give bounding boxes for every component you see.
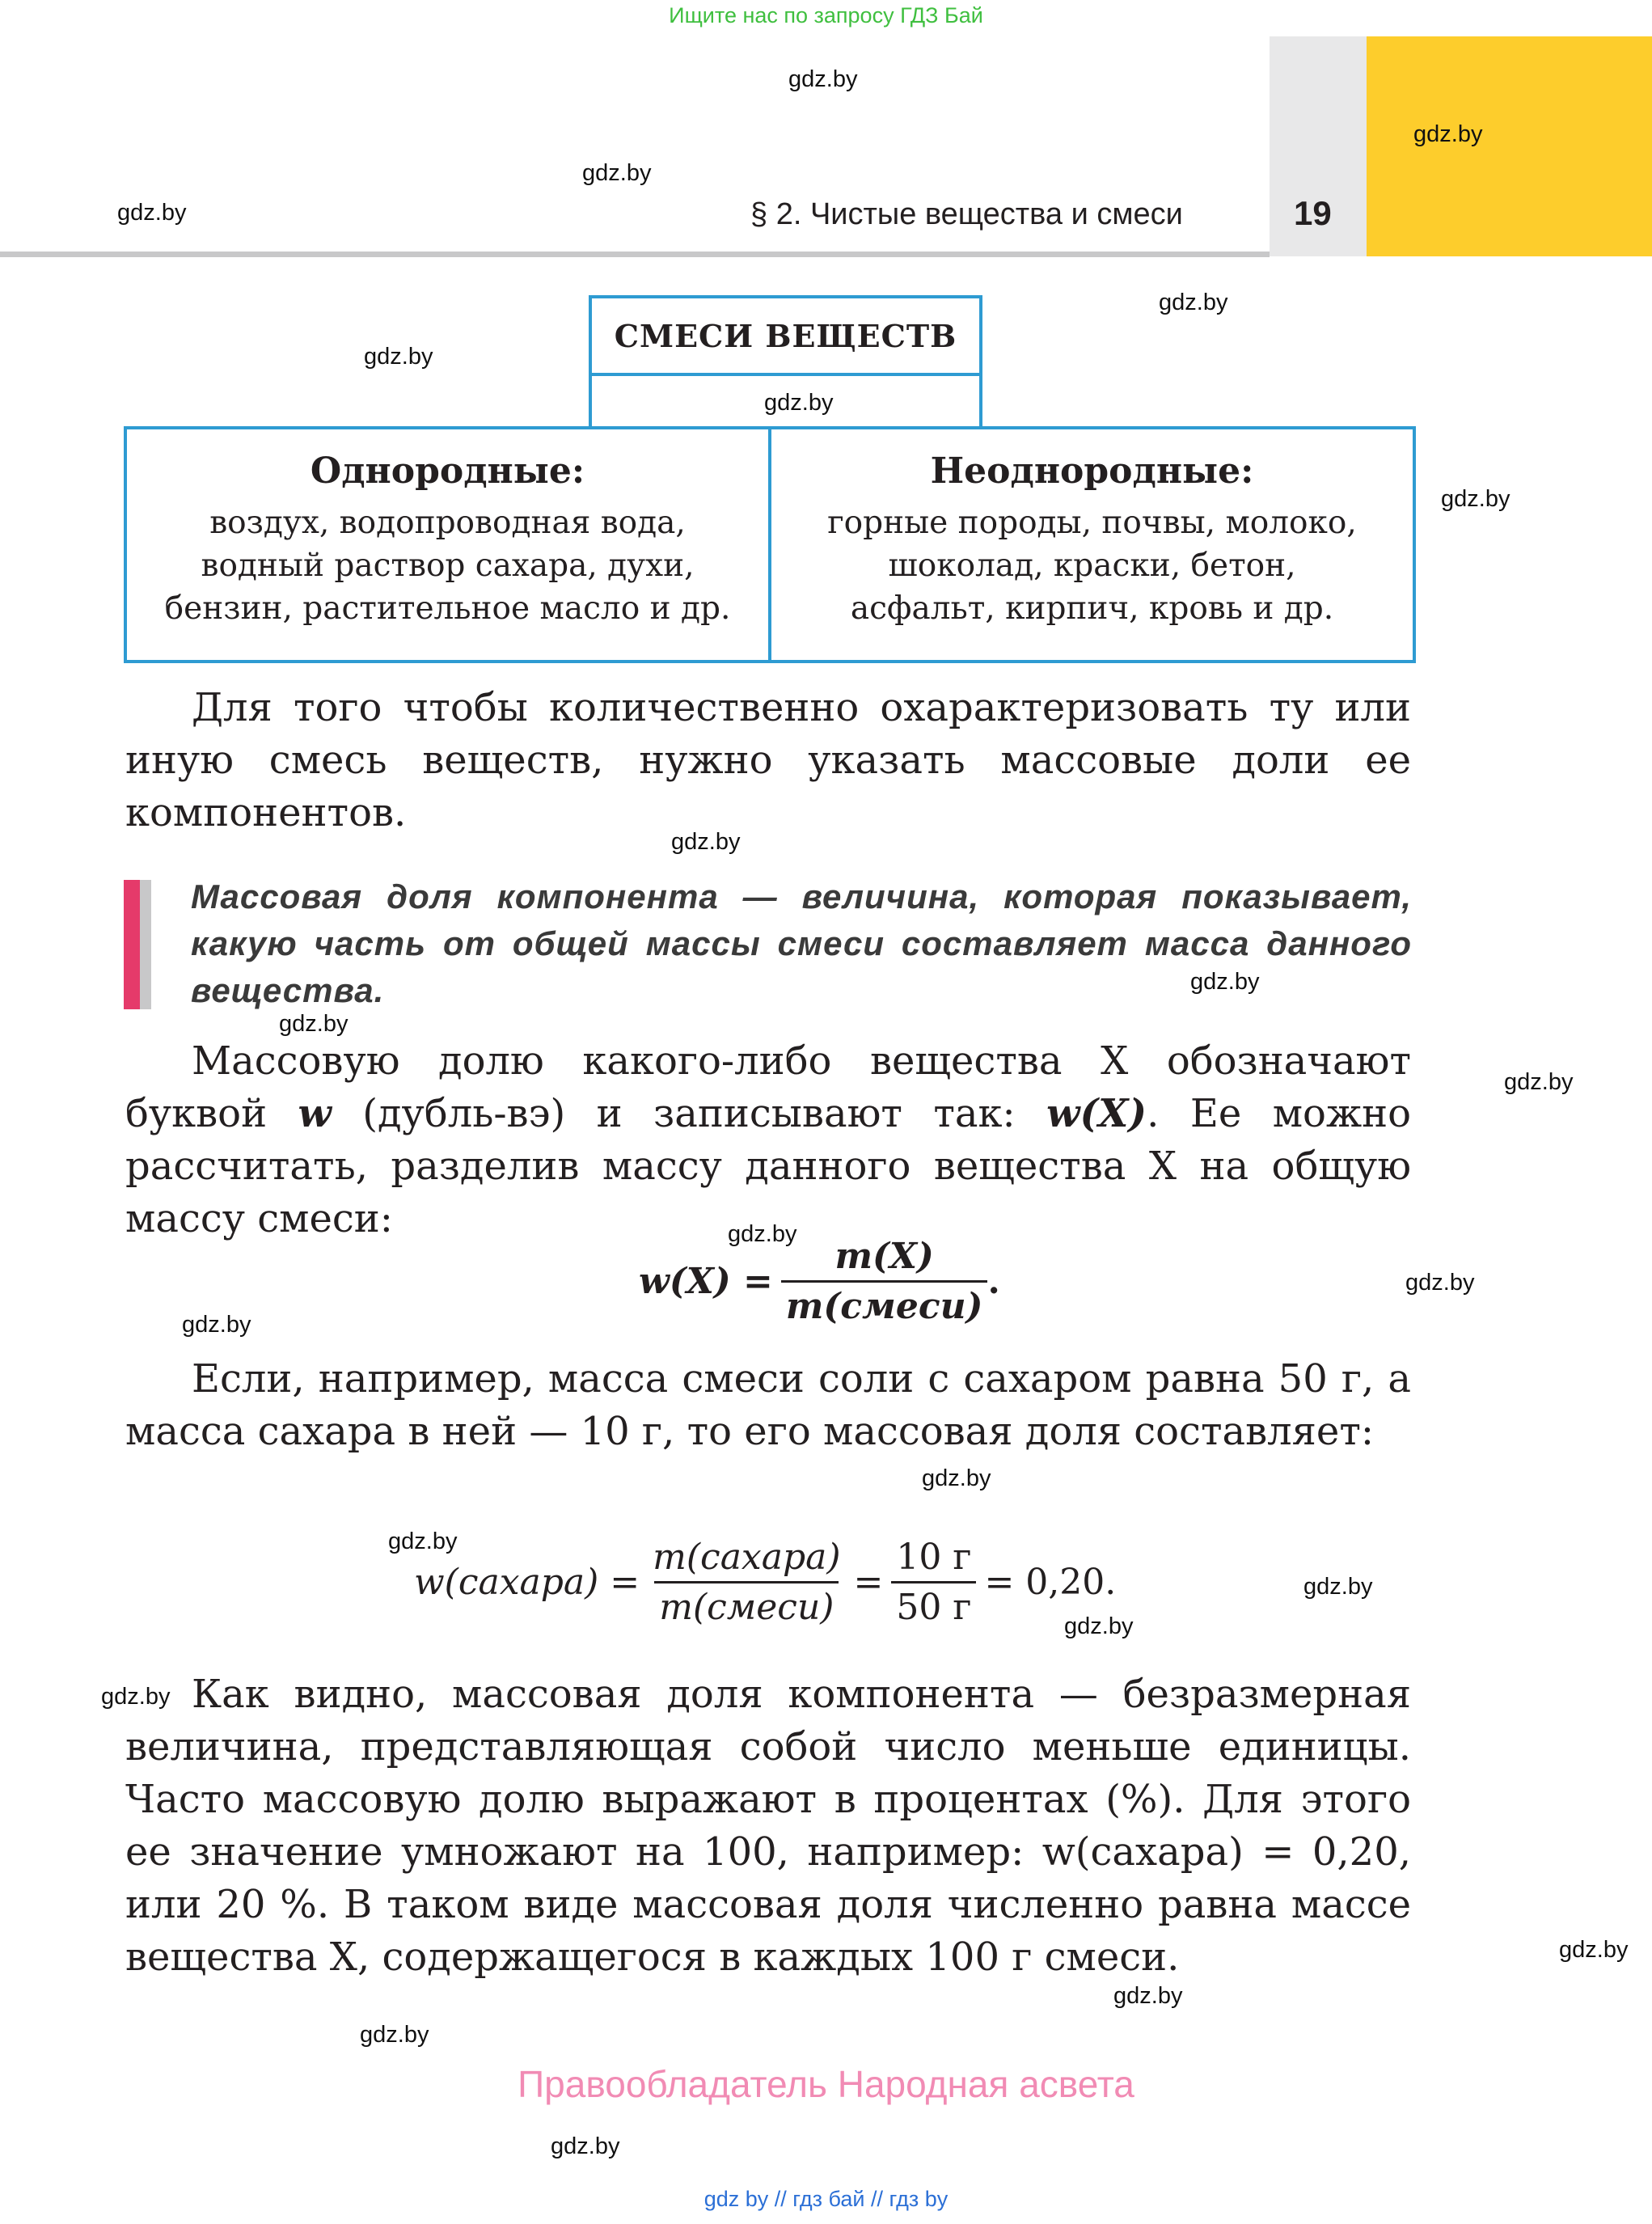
page-number: 19 [1294,194,1332,232]
heterogeneous-example-line: шоколад, краски, бетон, [888,548,1296,584]
formula-lhs: w(X) = [639,1261,773,1302]
watermark: gdz.by [582,160,652,186]
paragraph-example [125,1353,1411,1458]
formula-fraction [781,1236,988,1327]
homogeneous-example-line: воздух, водопроводная вода, [209,505,686,541]
section-title: § 2. Чистые вещества и смеси [750,197,1183,231]
example-denominator-value: 50 г [891,1581,976,1628]
header-yellow-band [1367,36,1652,256]
copyright-holder: Правообладатель Народная асвета [518,2063,1134,2105]
paragraph-intro-text: Для того чтобы количественно охарактеризовать ту или иную смесь веществ, нужно указать массовые доли ее компонентов. [125,685,1411,835]
watermark: gdz.by [1190,969,1260,995]
watermark: gdz.by [1441,486,1510,512]
paragraph-percent [125,1668,1411,1984]
diagram-title-box [589,295,982,376]
watermark: gdz.by [788,66,858,92]
diagram-connector-right [979,373,982,429]
watermark: gdz.by [1413,121,1483,147]
watermark: gdz.by [728,1221,797,1247]
watermark: gdz.by [101,1684,171,1710]
notation-text-b: (дубль-вэ) и записывают так: [331,1091,1047,1136]
watermark: gdz.by [671,829,741,855]
example-lhs: w(сахара) = [414,1562,640,1603]
formula-tail: . [987,1261,1000,1302]
watermark: gdz.by [1559,1937,1629,1963]
example-equals: = [853,1562,884,1603]
definition-marker [124,880,140,1009]
example-result: = 0,20. [984,1562,1117,1603]
paragraph-percent-text: Как видно, массовая доля компонента — безразмерная величина, представляющая собой число меньше единицы. Часто массовую долю выражают в процентах (%). Для этого ее значение умножают на 100, например: w(сахара) = 0,20, или 20 %. В таком виде массовая доля численно равна массе вещества X, содержащегося в каждых 100 г смеси. [125,1672,1411,1980]
header-rule [0,252,1270,257]
example-numerator-value: 10 г [896,1537,972,1578]
example-fraction-values [891,1537,976,1628]
w-symbol: w [298,1091,332,1136]
sugar-example-formula [414,1537,1116,1628]
formula-numerator: m(X) [834,1236,934,1277]
heterogeneous-example-line: асфальт, кирпич, кровь и др. [850,590,1334,627]
mass-fraction-formula [639,1236,1000,1327]
homogeneous-example-line: водный раствор сахара, духи, [201,548,695,584]
watermark: gdz.by [1064,1613,1134,1639]
w-x-notation: w(X) [1046,1091,1147,1136]
example-numerator-mass: m(сахара) [653,1537,841,1578]
mixtures-classification-table [124,426,1416,663]
watermark: gdz.by [360,2022,429,2048]
notation-text-a: Массовую долю какого-либо вещества X обозначают буквой [125,1038,1411,1136]
paragraph-intro [125,682,1411,839]
formula-denominator: m(смеси) [781,1280,988,1327]
watermark: gdz.by [117,200,187,226]
diagram-title: СМЕСИ ВЕЩЕСТВ [614,317,957,354]
watermark: gdz.by [1159,290,1228,315]
homogeneous-column [127,429,768,660]
homogeneous-heading: Однородные: [310,450,585,492]
definition-marker-shadow [140,880,151,1009]
watermark: gdz.by [364,344,433,370]
watermark: gdz.by [388,1528,458,1554]
homogeneous-example-line: бензин, растительное масло и др. [164,590,731,627]
watermark: gdz.by [1303,1574,1373,1600]
watermark: gdz.by [182,1312,251,1338]
paragraph-notation [125,1035,1411,1245]
paragraph-example-text: Если, например, масса смеси соли с сахаром равна 50 г, а масса сахара в ней — 10 г, то его массовая доля составляет: [125,1356,1411,1454]
notation-text-c: . Ее можно рассчитать, разделив массу данного вещества X на общую массу смеси: [125,1091,1411,1241]
watermark: gdz.by [1504,1069,1574,1095]
top-banner: Ищите нас по запросу ГДЗ Бай [669,3,983,27]
footer-links[interactable]: gdz by // гдз бай // гдз by [703,2187,949,2211]
heterogeneous-example-line: горные породы, почвы, молоко, [827,505,1357,541]
watermark: gdz.by [1405,1270,1475,1296]
watermark: gdz.by [551,2133,620,2159]
heterogeneous-column [768,429,1413,660]
example-denominator-mass: m(смеси) [654,1581,839,1628]
watermark: gdz.by [279,1011,349,1037]
diagram-connector-left [589,373,592,429]
definition-text: Массовая доля компонента — величина, которая показывает, какую часть от общей массы смеси составляет масса данного вещества. [191,877,1412,1009]
heterogeneous-heading: Неоднородные: [930,450,1254,492]
watermark: gdz.by [1113,1983,1183,2009]
example-fraction-mass [648,1537,845,1628]
watermark: gdz.by [764,390,834,416]
watermark: gdz.by [922,1465,991,1491]
